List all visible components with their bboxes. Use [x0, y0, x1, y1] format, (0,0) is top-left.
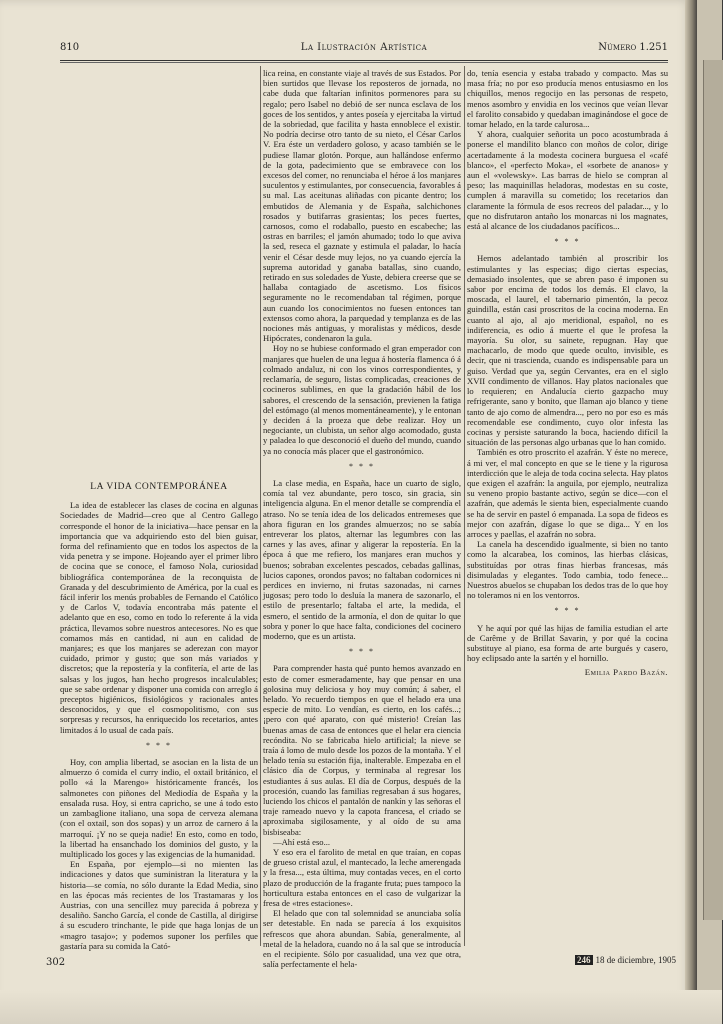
adjacent-page-edge [697, 0, 722, 1024]
col2-paragraph-6: Y eso era el farolito de metal en que traían, en copas de grueso cristal azul, el mantecado, la leche amerengada y la fresa..., esta última, muy contadas veces, en el corto plazo de producción de la fragante fruta; pues tampoco la horticultura estaba entonces en el caso de vulgarizar la fresa de «tres estaciones». [263, 847, 461, 909]
col1-paragraph-3: En España, por ejemplo—si no mienten las indicaciones y datos que suministran la literatura y la historia—se comía, no sólo durante la Edad Media, sino en las épocas más recientes de los Trastamaras y los Austrias, con una sencillez muy parecida á pobreza y desaliño. Sancho García, el conde de Castilla, al dirigirse á su escudero trinchante, le pide que haga lonjas de un «magro tasajo»; y podemos suponer los perfiles que gastaría para su comida la Cató- [60, 859, 258, 951]
col2-section-stars-2: * * * [349, 647, 375, 657]
article-heading: LA VIDA CONTEMPORÁNEA [90, 482, 228, 492]
column-1-blank-area [60, 66, 258, 476]
author-signature: Emilia Pardo Bazán. [584, 667, 668, 678]
page-binding-shadow [685, 0, 697, 1024]
col3-paragraph-1: do, tenía esencia y estaba trabado y compacto. Mas su masa fría; no por eso producía menos entusiasmo en los chiquillos, menos regocijo en las personas de respeto, menos asombro y envidia en los vecinos que veían llevar el farolito consabido y quedaban imaginándose el goce de tomar helado, en la tarde calurosa... [467, 68, 668, 130]
col2-paragraph-5: —Ahí está eso... [273, 836, 331, 847]
column-1 [60, 66, 258, 951]
column-2 [263, 68, 461, 970]
page-bottom-margin [0, 990, 722, 1024]
footer-date-stamp [575, 955, 676, 965]
col2-paragraph-1: lica reina, en constante viaje al través de sus Estados. Por bien surtidos que llevase los reposteros de jornada, no cabe duda que faltarían infinitos pormenores para su regalo; pero Isabel no debió de ser nunca esclava de los goces de los sentidos, y antes poseía y ejercitaba la virtud de la sobriedad, que facilita y hasta ennoblece el existir. No podría decirse otro tanto de su nieto, el César Carlos V. Era éste un verdadero goloso, y acaso también se le pudiese llamar glotón. Porque, aun hallándose enfermo de la gota, padecimiento que se embravece con los excesos del comer, no renunciaba el héroe á los manjares suculentos y estimulantes, por consecuencia, favorables á su mal. Las aceitunas aliñadas con picante dentro; los embutidos de Alemania y de España, salchichones rosados y butifarras grasientas; los peces fuertes, carnosos, como el rodaballo, puesto en escabeche; las ostras en barriles; el jamón ahumado; todo lo que aviva la sed, reseca el gaznate y estimula el paladar, lo hacía venir el César desde muy lejos, no ya cuando ejercía la suprema autoridad y ganaba batallas, sino cuando, retirado en sus soledades de Yuste, debiera creerse que se hallaba contagiado de ascetismo. Los físicos seguramente no le recomendaban tal régimen, porque aun cuando los conocimientos no fuesen entonces tan extensos como ahora, la parquedad y templanza es de las nociones más antiguas, y moralistas y médicos, desde Hipócrates, condenaron la gula. [263, 68, 461, 344]
header-rule-thin [60, 62, 668, 63]
col2-section-stars-1: * * * [349, 461, 375, 471]
col2-paragraph-2: Hoy no se hubiese conformado el gran emperador con manjares que huelen de una legua á hostería flamenca ó á colmado andaluz, ni con los vinos correspondientes, y reclamaría, de seguro, listas complicadas, creaciones de cocineros sublimes, en que la gradación hábil de los sabores, el crescendo de la sensación, previenen la fatiga del estómago (al menos momentáneamente), y le entonan y deciden á la proeza que debe realizar. Hoy un negociante, un clubista, un señor algo acomodado, gusta y paladea lo que desconoció el dueño del mundo, cuando ya no conocía más placer que el gastronómico. [263, 343, 461, 456]
header-issue-number: Número 1.251 [598, 42, 668, 53]
col2-paragraph-4: Para comprender hasta qué punto hemos avanzado en esto de comer esmeradamente, hay que pensar en una golosina muy deliciosa y hoy muy común; á saber, el helado. Yo recuerdo tiempos en que el helado era una especie de mito. Lo vendían, es cierto, en los cafés...; ¡pero con qué aparato, con qué misterio! Creían las buenas amas de casa de entonces que el helar era ciencia recóndita. No se fabricaba hielo artificial; la nieve se traía á lomo de mulo desde los pozos de la montaña. Y el helado tenía su estación fija, inalterable. Empezaba en el clásico día de Corpus, y terminaba al regresar los estudiantes á sus aulas. El día de Corpus, después de la procesión, cuando las familias regresaban á sus hogares, luciendo los chicos el pantalón de nankín y las señoras el traje rameado nuevo y la capota francesa, el criado se aproximaba sigilosamente, y al oído de su ama bisbiseaba: [263, 663, 461, 837]
column-divider-1 [260, 66, 261, 946]
col3-paragraph-3: Hemos adelantado también al proscribir los estimulantes y las especias; digo ciertas especias, demasiado insolentes, que se abren paso é imponen su sabor por encima de todos los demás. El clavo, la moscada, el laurel, el tabernario pimentón, la pecoz guindilla, están casi proscritos de la cocina moderna. En cuanto al ajo, al ajo meridional, español, no es indiferencia, es odio á muerte el que le profesa la mayoría. Su olor, su sainete, repugnan. Hay que machacarlo, de modo que quede oculto, invisible, es decir, que ni trascienda, cuando es indispensable para un guiso. Verdad que ya, según Cervantes, era en el siglo XVII condimento de villanos. Hay platos nacionales que lo requieren; en Andalucía cierto gazpacho muy refrigerante, sano y bonito, que llaman ajo blanco y tiene tanto de ajo como de almendra..., pero no por eso es más recomendable ese condimento, cuyo olor infesta las cocinas y persiste saturando la boca, haciendo difícil la situación de las personas algo urbanas que lo han comido. [467, 253, 668, 448]
page-header [60, 42, 668, 58]
col3-section-stars-1: * * * [554, 237, 581, 247]
column-divider-2 [464, 66, 465, 946]
col1-paragraph-2: Hoy, con amplia libertad, se asocian en la lista de un almuerzo ó comida el curry indio, el oxtail británico, el pollo «á la Marengo» históricamente francés, los salmonetes con piñones del Mediodía de España y la ensalada rusa. Hoy, si entra capricho, se une á todo esto un zambaglione italiano, una sopa de cerveza alemana (con el oxtail, son dos sopas) y un arroz de carnero á la marroquí. ¡Y no se queja nadie! En esto, como en todo, la libertad ha ensanchado los dominios del gusto, y la multiplicado los goces y las exigencias de la humanidad. [60, 757, 258, 859]
col3-paragraph-2: Y ahora, cualquier señorita un poco acostumbrada á ponerse el mandilito blanco con moños de color, dirige acertadamente á la modesta cocinera burguesa el «café blanco», el «perfecto Moka», el «sorbete de ananos» y aun el «volewsky». Las barras de hielo se compran al peso; las maquinillas heladoras, modestas en su coste, cumplen á maravilla su cometido; los recetarios dan claramente la fórmula de esos recreos del paladar..., y lo que no disfrutaron antaño los monarcas ni los magnates, está al alcance de los ciudadanos pacíficos... [467, 129, 668, 232]
col3-paragraph-6: Y he aquí por qué las hijas de familia estudian el arte de Carême y de Brillat Savarin, y por qué la cocina substituye al piano, esa forma de arte burgués y casero, hoy eclipsado ante la sartén y el hornillo. [467, 622, 668, 664]
col1-section-stars: * * * [146, 740, 172, 750]
col3-section-stars-2: * * * [554, 606, 581, 616]
footer-page-number: 302 [46, 957, 66, 968]
adjacent-page-image-strip [703, 60, 723, 920]
header-rule [60, 60, 668, 61]
col2-paragraph-7: El helado que con tal solemnidad se anunciaba solía ser detestable. En nada se parecía á los exquisitos refrescos que ahora abundan. Sabía, generalmente, al metal de la heladora, cuando no á la sal que se introducía en el recipiente. Sólo por casualidad, una vez que otra, salía perfectamente el hela- [263, 908, 461, 970]
footer-date: 18 de diciembre, 1905 [595, 955, 676, 965]
header-page-number: 810 [60, 42, 80, 53]
col1-paragraph-1: La idea de establecer las clases de cocina en algunas Sociedades de Madrid—creo que al Centro Gallego corresponde el honor de la iniciativa—hace pensar en la importancia que va adquiriendo esto del bien guisar, forma del refinamiento que en todos los aspectos de la vida penetra y se impone. Hojeando ayer el primer libro de cocina que se conoce, el famoso Nola, curiosidad bibliográfica contemporánea de la reconquista de Granada y del descubrimiento de América, por la cual es fácil inferir los menús probables de Fernando el Católico y de Carlos V, todavía encontraba más patente el adelanto que en eso, como en todo lo referente á la vida práctica, llevamos sobre nuestros antecesores. No es que comamos más en cantidad, ni aun en calidad de manjares; es que los manjares se aderezan con mayor cuidado, primor y gusto; que son más variados y discretos; que la repostería y la confitería, el arte de las salsas y los jugos, han hecho progresos incalculables; que se sabe ordenar y disponer una comida con arreglo á preceptos higiénicos, fisiológicos y racionales antes desconocidos, y que el cosmopolitismo, con sus sorpresas y recursos, ha enriquecido los recetarios, antes limitados á lo usual de cada país. [60, 500, 258, 735]
col2-paragraph-3: La clase media, en España, hace un cuarto de siglo, comía tal vez abundante, pero tosco, sin gracia, sin inteligencia alguna. En el menor detalle se comprendía el atraso. No se tenía idea de los delicados entremeses que ahora figuran en los grandes almuerzos; no se sabía entreverar los platos, alternar las legumbres con las carnes y las aves, afinar y aligerar la repostería. En la época á que me refiero, los manjares eran muchos y buenos; sobraban excelentes pescados, cebadas gallinas, lucios capones, orondos pavos; no faltaban codornices ni perdices en invierno, ni frutas sazonadas, ni carnes jugosas; pero todo lo desluía la manera de sazonarlo, el estilo de presentarlo; faltaba el arte, la medida, el esmero, el sentido de la armonía, el don de quitar lo que sobra y poner lo que hace falta, condiciones del cocinero moderno, que es un artista. [263, 477, 461, 641]
column-3 [467, 68, 668, 948]
footer-issue-badge: 246 [577, 955, 591, 965]
col3-paragraph-5: La canela ha descendido igualmente, si bien no tanto como la alcarabea, los cominos, las hierbas clásicas, substituídas por otras finas hierbas francesas, más disimuladas y elegantes. Todo cambia, todo fenece... Nuestros abuelos se chupaban los dedos tras de lo que hoy no toleramos ni en los ventorros. [467, 539, 668, 601]
col3-paragraph-4: También es otro proscrito el azafrán. Y éste no merece, á mi ver, el mal concepto en que se le tiene y la rigurosa interdicción que le aleja de toda cocina selecta. Hay platos que exigen el azafrán: la anguila, por ejemplo, neutraliza su veneno propio bastante activo, según se dice—con el azafrán, que además le sienta bien, especialmente cuando se ha de servir en pastel ó empanada. La sopa de fideos es mejor con azafrán, dígase lo que se diga... Y en los arroces y paellas, el azafrán no sobra. [467, 447, 668, 539]
header-title: La Ilustración Artística [300, 42, 428, 53]
